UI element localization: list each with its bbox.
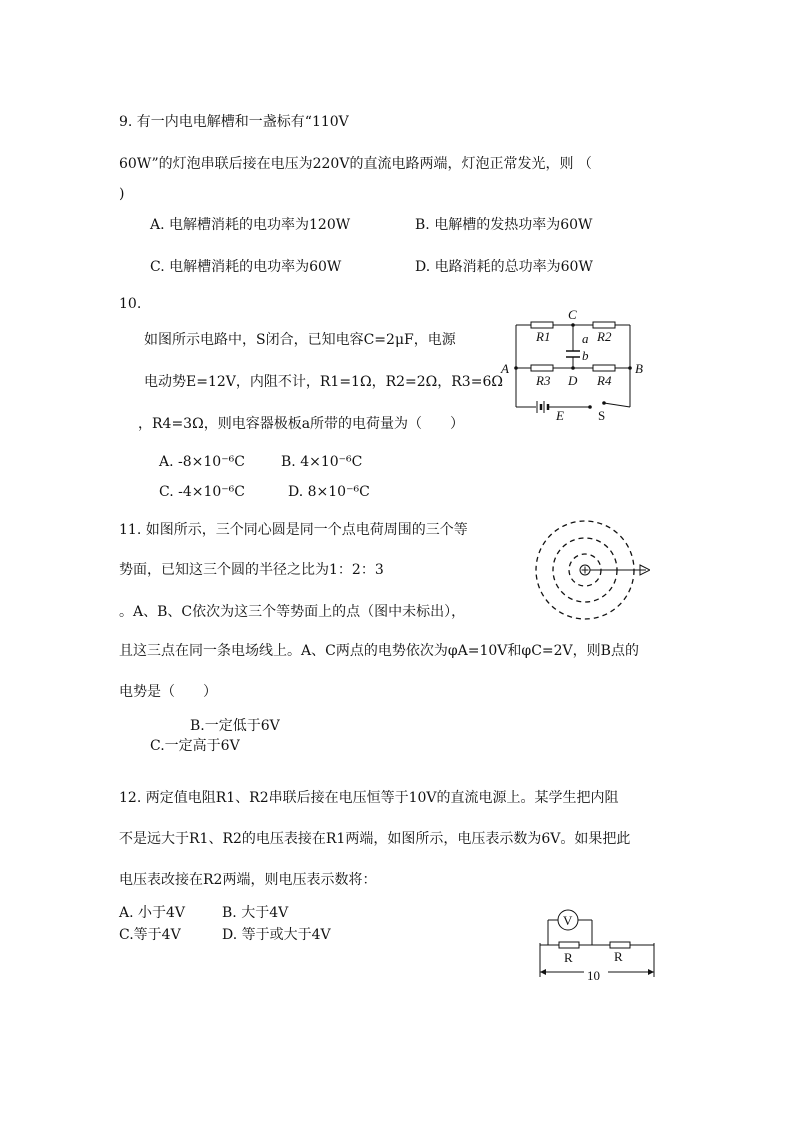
q11-line5: 电势是（ ） (119, 684, 217, 700)
q10-circuit-diagram (498, 305, 650, 425)
resistor-r1 (559, 942, 579, 948)
label-c: C (568, 307, 577, 322)
q12-option-d: D. 等于或大于4V (222, 927, 331, 943)
arrow-right-icon (648, 969, 654, 975)
q11-line2: 势面，已知这三个圆的半径之比为1：2：3 (119, 562, 384, 578)
q9-option-a: A. 电解槽消耗的电功率为120W (150, 217, 351, 233)
label-r4: R4 (597, 373, 612, 388)
q11-option-b: B.一定低于6V (190, 718, 280, 734)
resistor-r2 (610, 942, 630, 948)
q12-option-c: C.等于4V (119, 927, 181, 943)
voltmeter-icon (558, 910, 578, 930)
q12-voltmeter-diagram (532, 905, 660, 987)
q12-line2: 不是远大于R1、R2的电压表接在R1两端，如图所示，电压表示数为6V。如果把此 (119, 831, 631, 847)
label-a: a (582, 331, 589, 346)
q11-equipotential-diagram (530, 515, 650, 627)
q11-line4: 且这三点在同一条电场线上。A、C两点的电势依次为φA=10V和φC=2V，则B点的 (119, 643, 639, 659)
q12-option-a: A. 小于4V (119, 905, 186, 921)
label-node-b: B (635, 361, 643, 376)
arrow-left-icon (540, 969, 546, 975)
resistor-r3 (531, 365, 553, 371)
q12-option-b: B. 大于4V (222, 905, 289, 921)
q10-line2: 电动势E=12V，内阻不计，R1=1Ω，R2=2Ω，R3=6Ω (144, 374, 503, 390)
q9-line2: 60W”的灯泡串联后接在电压为220V的直流电路两端，灯泡正常发光，则 （ (119, 156, 592, 172)
q10-option-d: D. 8×10⁻⁶C (288, 484, 370, 500)
point-charge-icon (580, 565, 590, 575)
resistor-r4 (593, 365, 615, 371)
q9-line3: ) (119, 186, 125, 202)
label-r2: R2 (597, 329, 612, 344)
q10-line1: 如图所示电路中，S闭合，已知电容C=2μF，电源 (144, 332, 456, 348)
battery-symbol (537, 401, 548, 413)
q9-option-d: D. 电路消耗的总功率为60W (415, 259, 593, 275)
label-r2: R (614, 949, 623, 964)
resistor-r1 (531, 322, 553, 328)
label-node-a: A (501, 361, 509, 376)
label-b: b (582, 348, 589, 363)
label-r1: R (564, 950, 573, 965)
q10-line3: ，R4=3Ω，则电容器极板a所带的电荷量为（ ） (138, 416, 465, 432)
q10-option-c: C. -4×10⁻⁶C (159, 484, 246, 500)
q12-line1: 12. 两定值电阻R1、R2串联后接在电压恒等于10V的直流电源上。某学生把内阻 (119, 790, 619, 806)
q12-line3: 电压表改接在R2两端，则电压表示数将： (119, 872, 377, 888)
voltmeter-label: V (563, 913, 573, 928)
q11-line1: 11. 如图所示，三个同心圆是同一个点电荷周围的三个等 (119, 522, 468, 538)
q10-option-b: B. 4×10⁻⁶C (281, 454, 363, 470)
q10-number: 10. (119, 296, 142, 312)
q9-option-b: B. 电解槽的发热功率为60W (415, 217, 593, 233)
capacitor-plates (566, 351, 580, 357)
q10-option-a: A. -8×10⁻⁶C (159, 454, 245, 470)
q11-option-c: C.一定高于6V (150, 738, 240, 754)
label-span: 10 (587, 968, 600, 983)
q9-line1: 9. 有一内电电解槽和一盏标有“110V (119, 114, 349, 130)
label-r1: R1 (536, 329, 551, 344)
q9-option-c: C. 电解槽消耗的电功率为60W (150, 259, 342, 275)
q11-line3: 。A、B、C依次为这三个等势面上的点（图中未标出）， (119, 604, 466, 620)
label-e: E (556, 408, 564, 423)
label-r3: R3 (536, 373, 551, 388)
label-s: S (598, 408, 606, 423)
resistor-r2 (593, 322, 615, 328)
label-d: D (568, 373, 578, 388)
